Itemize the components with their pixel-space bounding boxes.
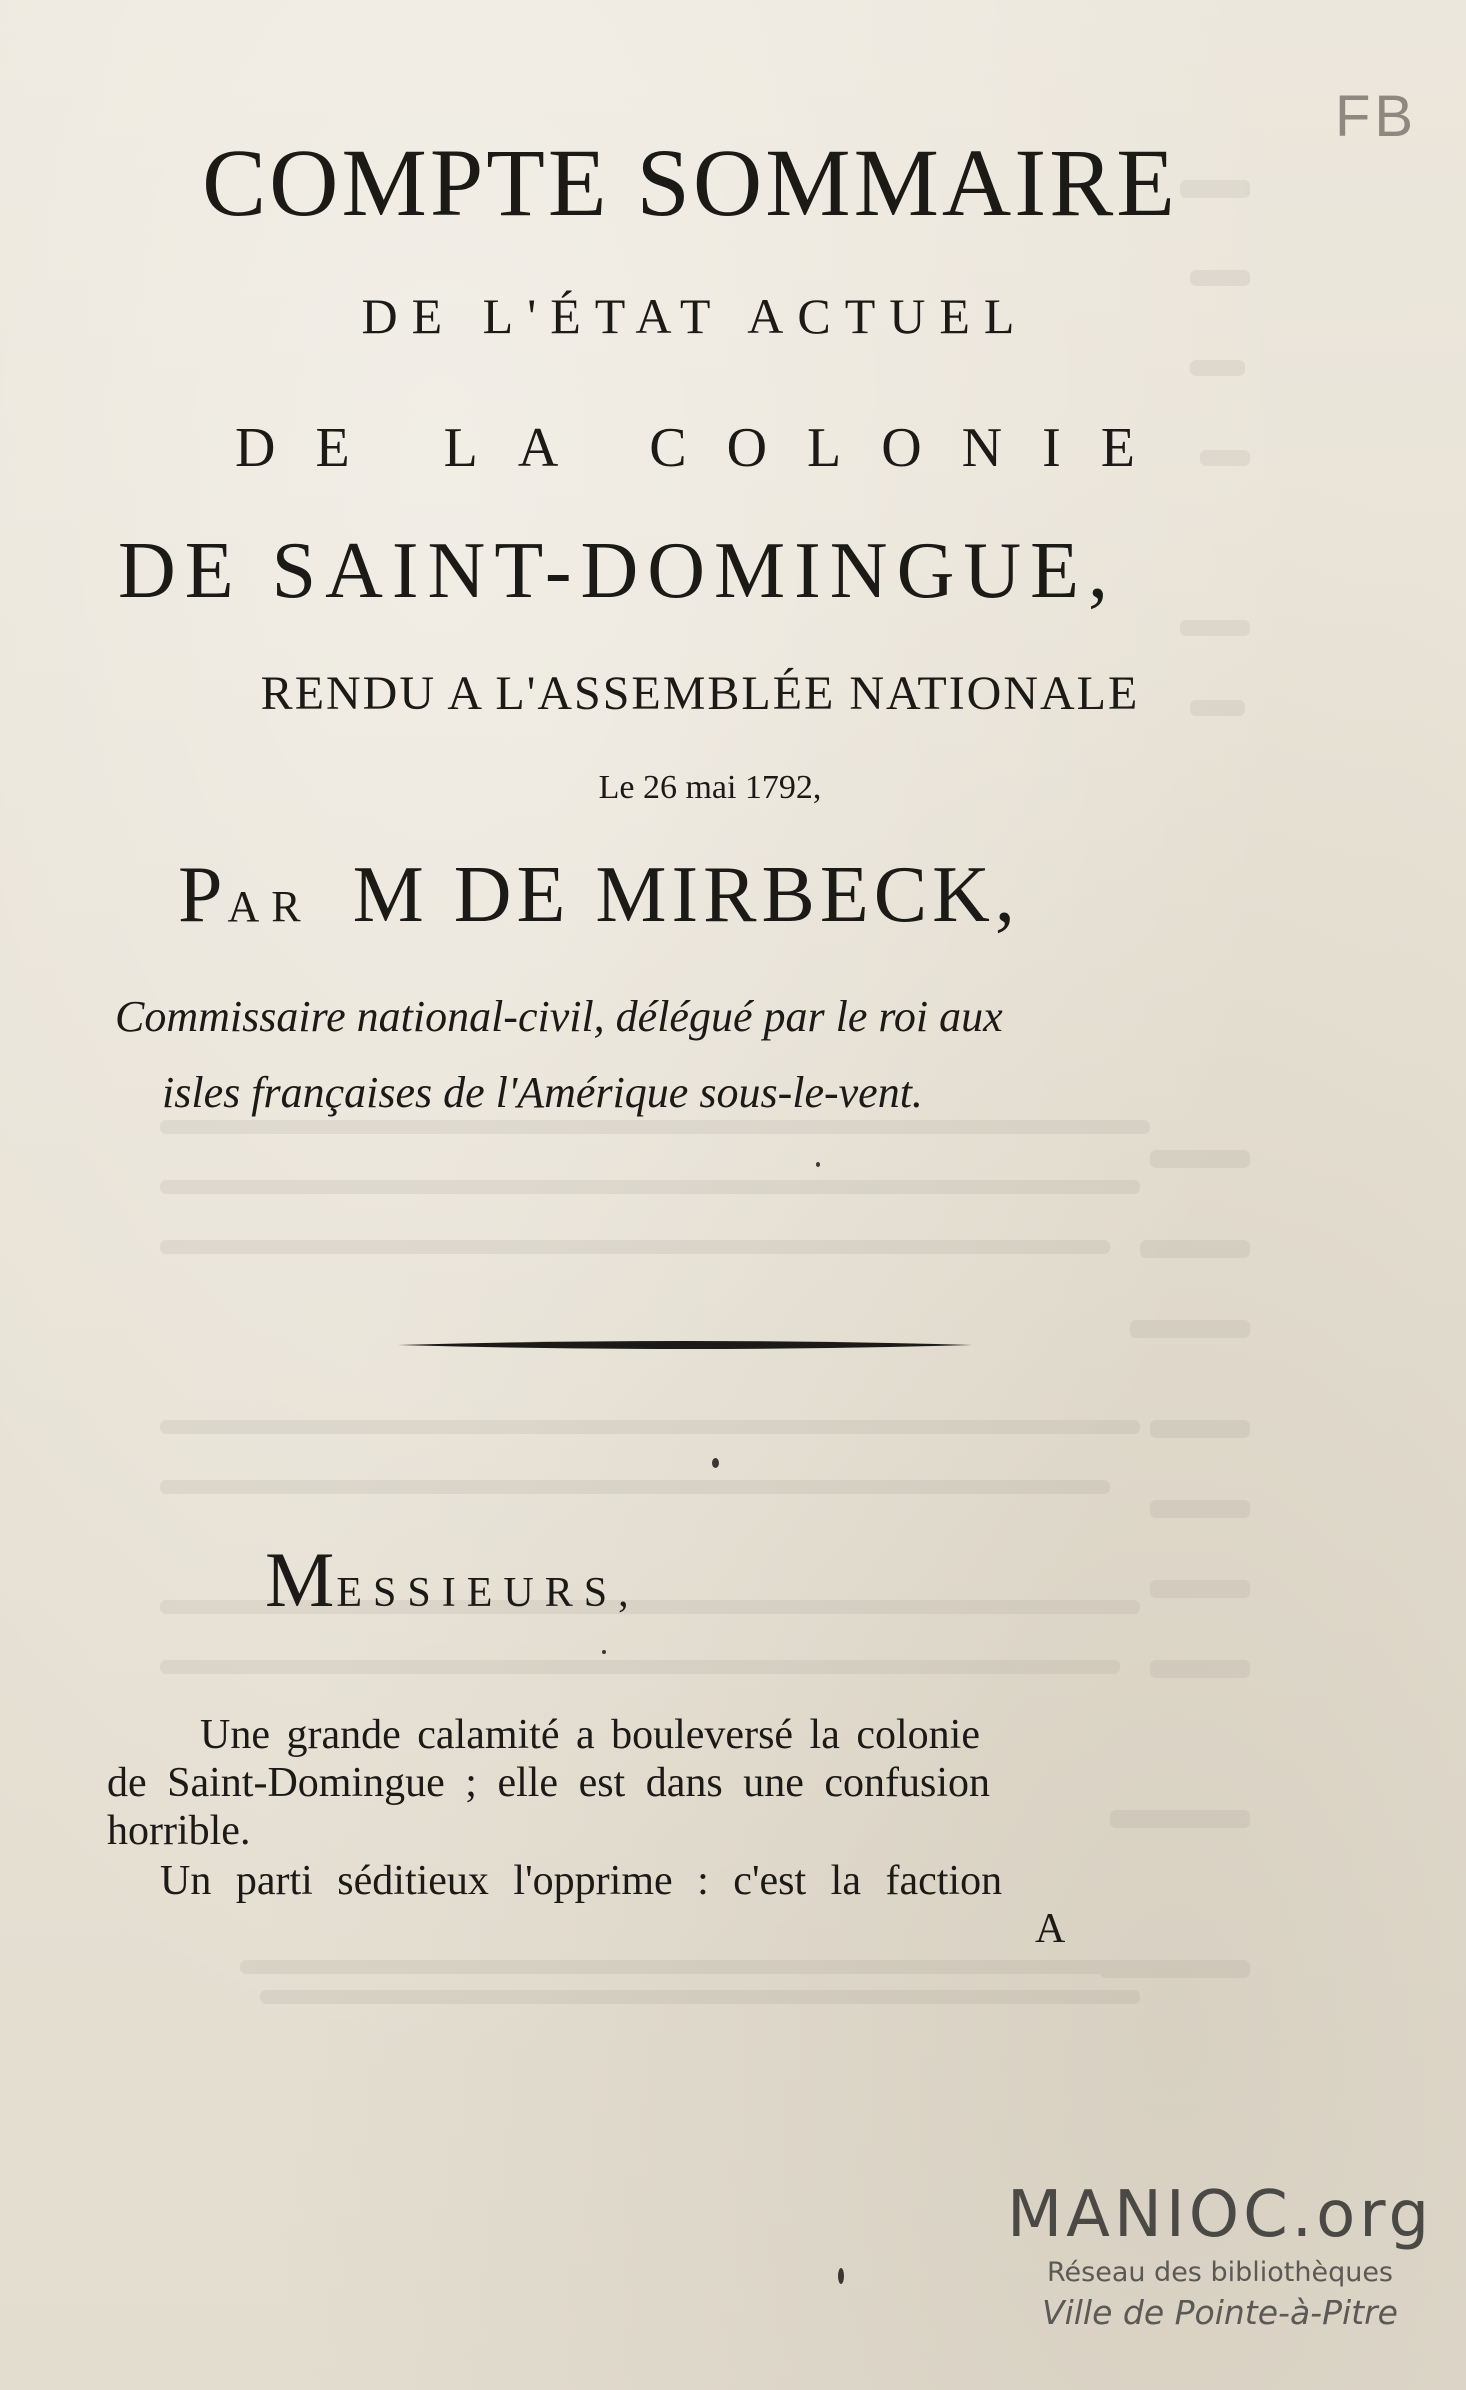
title-line-1: COMPTE SOMMAIRE xyxy=(202,129,1178,236)
salutation-initial: M xyxy=(265,1536,337,1623)
salutation xyxy=(265,1535,640,1647)
ink-speck xyxy=(838,2268,844,2284)
watermark-line-2: Ville de Pointe-à-Pitre xyxy=(1042,2293,1398,2332)
watermark-line-1: Réseau des bibliothèques xyxy=(1046,2257,1394,2288)
title-line-3: DE LA COLONIE xyxy=(235,417,1175,479)
signature-mark: A xyxy=(1035,1906,1066,1952)
title-line-5: RENDU A L'ASSEMBLÉE NATIONALE xyxy=(260,667,1140,720)
title-line-2: DE L'ÉTAT ACTUEL xyxy=(361,288,1029,344)
author-prefix-initial: P xyxy=(178,851,228,939)
role-line-1: Commissaire national-civil, délégué par le roi aux xyxy=(115,992,1003,1041)
ink-speck xyxy=(602,1650,606,1654)
body-line-3: horrible. xyxy=(107,1808,251,1854)
ink-speck xyxy=(712,1458,719,1468)
date-line: Le 26 mai 1792, xyxy=(598,769,822,806)
ink-speck xyxy=(816,1162,820,1167)
watermark-logo: MANIOC.org xyxy=(1006,2178,1434,2252)
author-name: M DE MIRBECK, xyxy=(352,851,1020,939)
manioc-watermark xyxy=(985,2180,1455,2334)
ornamental-rule xyxy=(398,1340,972,1350)
body-line-4: Un parti séditieux l'opprime : c'est la faction xyxy=(160,1858,1003,1904)
role-line-2: isles françaises de l'Amérique sous-le-vent. xyxy=(162,1068,923,1117)
body-line-1: Une grande calamité a bouleversé la colonie xyxy=(200,1712,980,1758)
title-line-4: DE SAINT-DOMINGUE, xyxy=(118,527,1117,615)
handwritten-note: FB xyxy=(1335,84,1418,149)
salutation-rest: ESSIEURS, xyxy=(336,1570,640,1616)
author-line xyxy=(178,840,1020,972)
body-line-2: de Saint-Domingue ; elle est dans une confusion xyxy=(107,1760,990,1806)
author-prefix-rest: AR xyxy=(227,882,313,931)
